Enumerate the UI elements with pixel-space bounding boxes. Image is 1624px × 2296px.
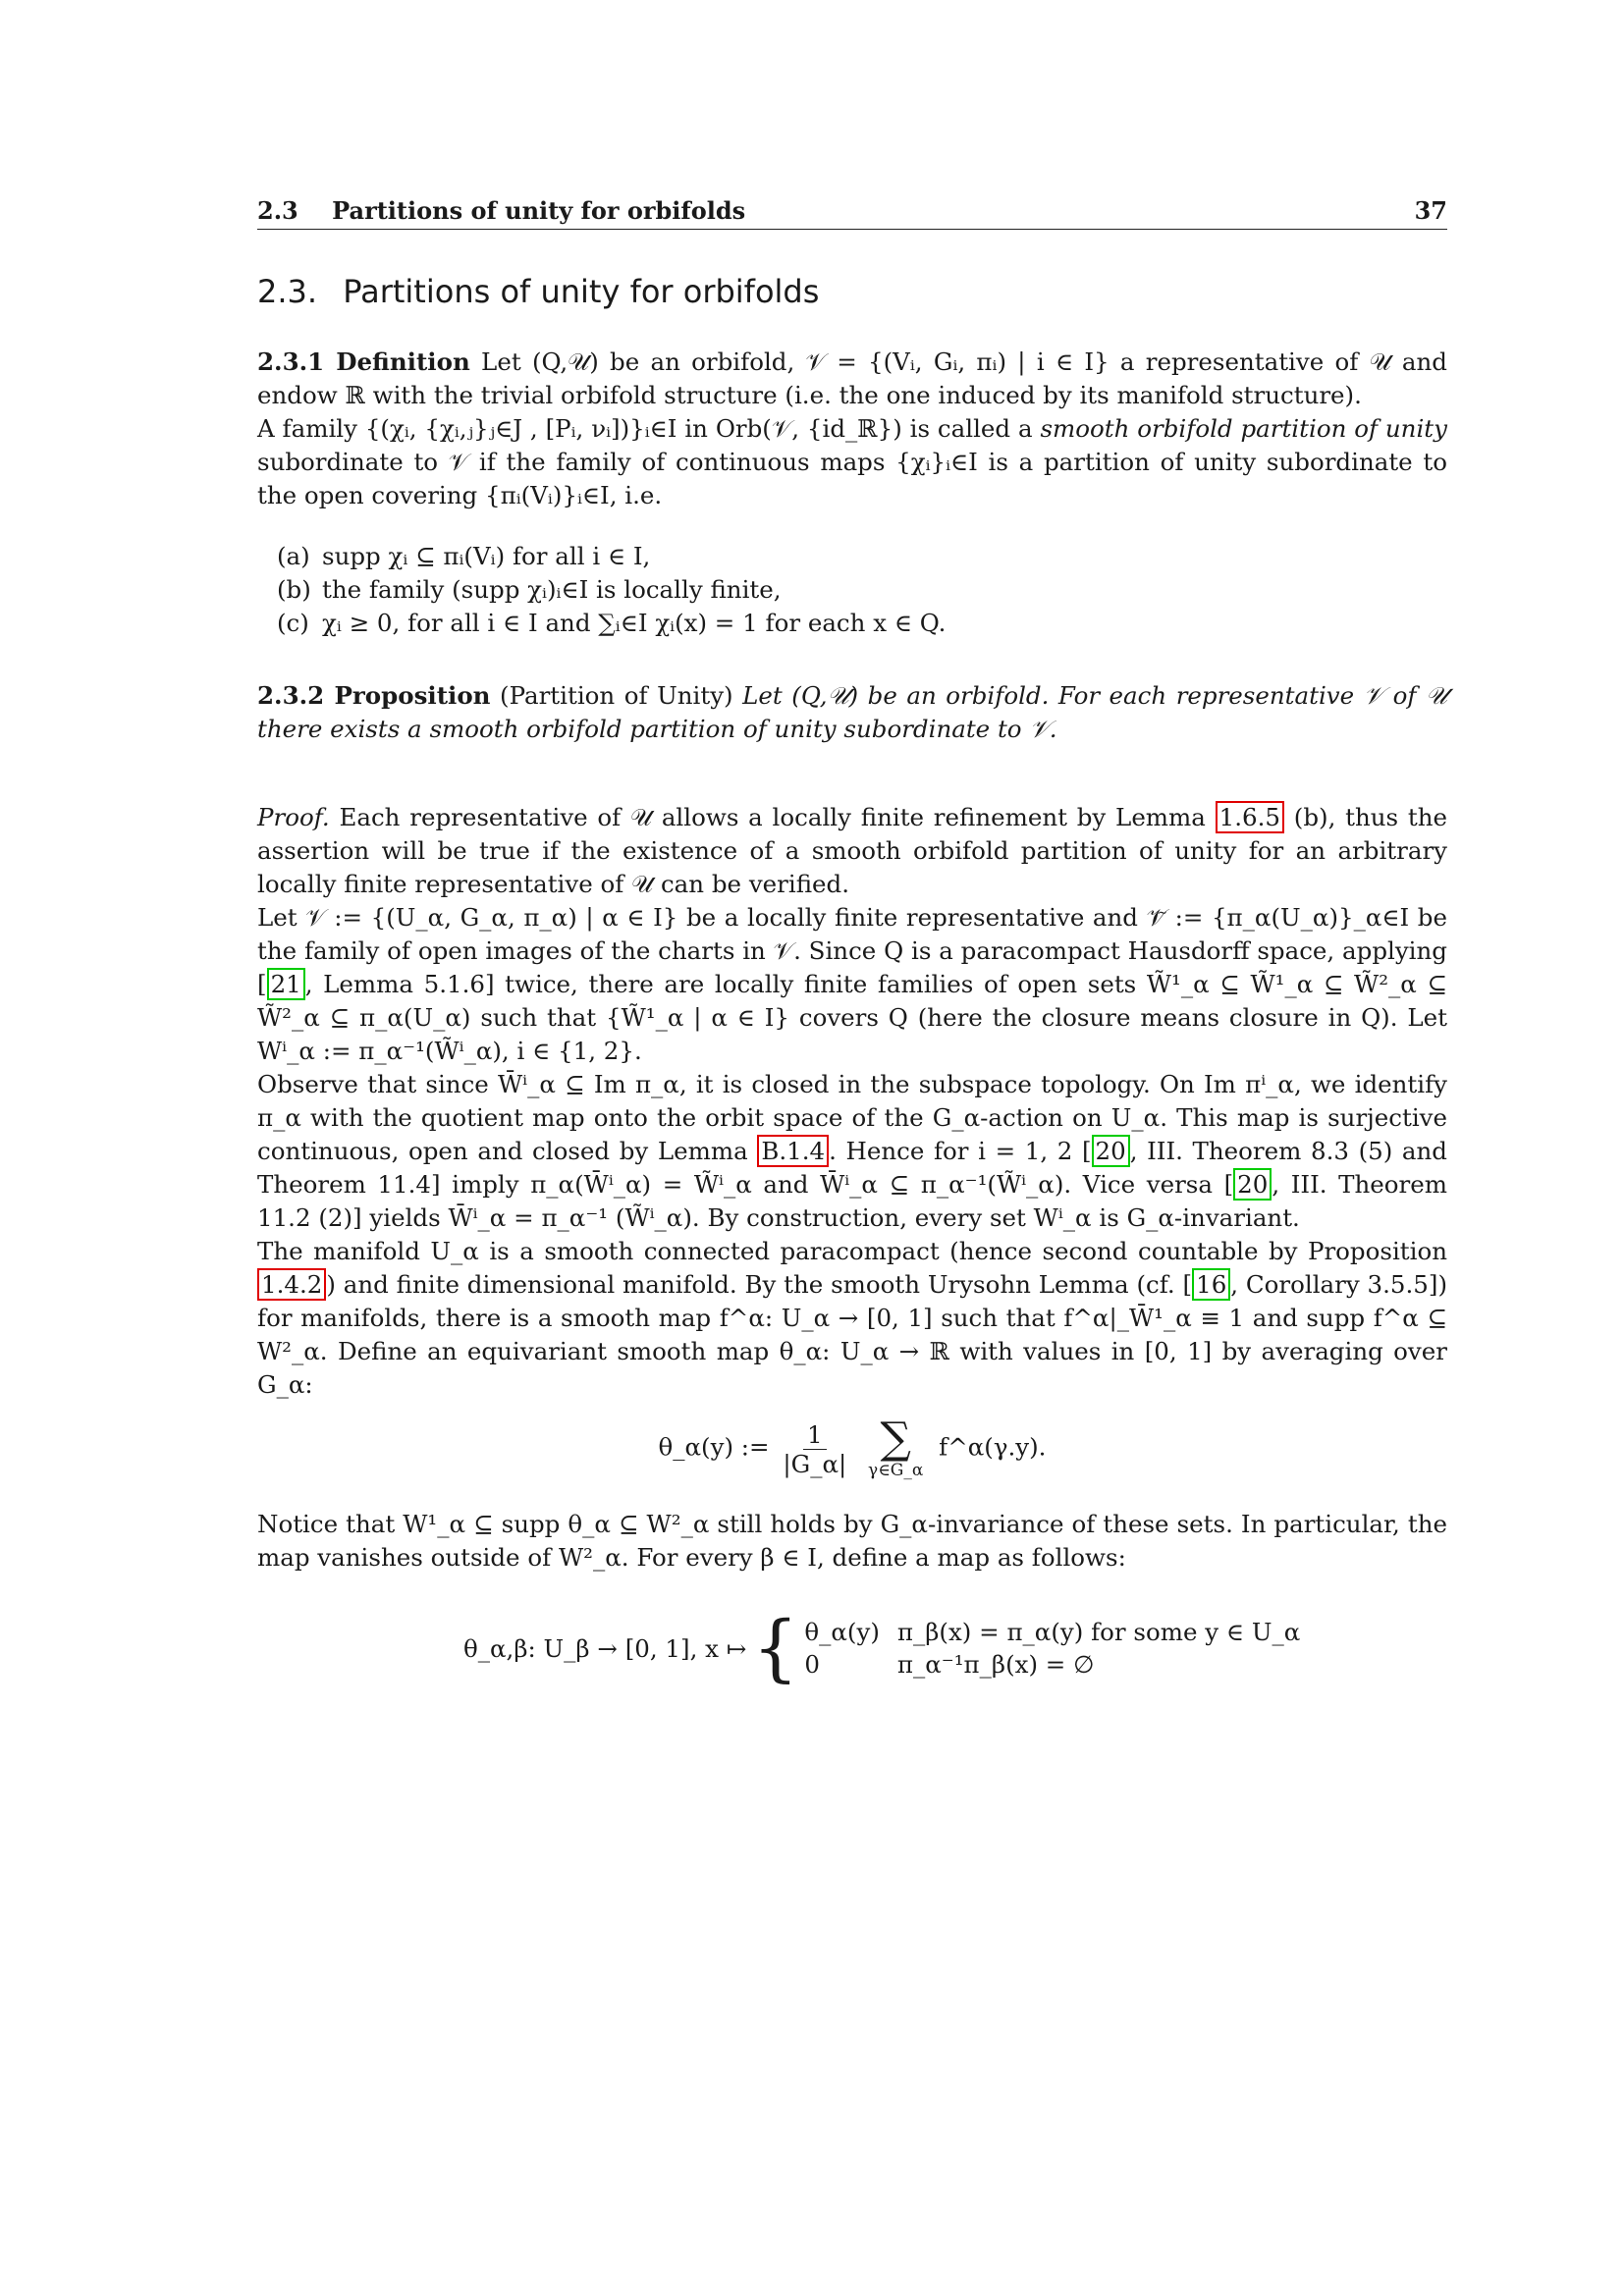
fraction-denominator: |G_α| <box>783 1449 847 1478</box>
section-title: Partitions of unity for orbifolds <box>343 273 820 310</box>
proposition-statement: Let (Q,𝒰) be an orbifold. For each representative 𝒱 of 𝒰 there exists a smooth orbifold partition of unity subordinate to 𝒱. <box>257 681 1447 743</box>
left-brace: { <box>752 1606 799 1690</box>
proof-text: , III. Theorem 8.3 (5) and Theorem 11.4] imply π_α(W̄ⁱ_α) = W̃ⁱ_α and W̄ⁱ_α ⊆ π_α⁻¹(W̃ⁱ_α). Vice versa [ <box>257 1137 1447 1199</box>
equation-piecewise <box>463 1606 1447 1690</box>
sum-subscript: γ∈G_α <box>868 1461 924 1480</box>
proof-text: . Hence for i = 1, 2 [ <box>829 1137 1092 1165</box>
definition-block <box>257 346 1447 640</box>
proposition-paragraph <box>257 679 1447 746</box>
ref-proposition-1-4-2[interactable]: 1.4.2 <box>257 1268 326 1301</box>
case-row <box>804 1648 1318 1681</box>
condition-item <box>277 573 1447 607</box>
condition-label: (c) <box>277 609 309 637</box>
definition-text-1: Let (Q,𝒰) be an orbifold, 𝒱 = {(Vᵢ, Gᵢ, πᵢ) | i ∈ I} a representative of 𝒰 and endow ℝ with the trivial orbifold structure (i.e. the one induced by its manifold structure). <box>257 347 1447 409</box>
case-value: θ_α(y) <box>804 1618 880 1646</box>
section-heading <box>257 273 1447 310</box>
summation <box>868 1414 924 1480</box>
case-value: 0 <box>804 1650 820 1679</box>
ref-lemma-1-6-5[interactable]: 1.6.5 <box>1216 801 1284 833</box>
proof-text: The manifold U_α is a smooth connected paracompact (hence second countable by Proposition <box>257 1237 1447 1265</box>
proof-text: Notice that W¹_α ⊆ supp θ_α ⊆ W²_α still holds by G_α-invariance of these sets. In particular, the map vanishes outside of W²_α. For every β ∈ I, define a map as follows: <box>257 1510 1447 1572</box>
cases <box>746 1606 1318 1690</box>
sum-symbol: ∑ <box>880 1414 911 1464</box>
running-head <box>257 196 1447 230</box>
case-condition: π_α⁻¹π_β(x) = ∅ <box>896 1650 1095 1679</box>
ref-citation-20[interactable]: 20 <box>1092 1135 1130 1167</box>
condition-label: (a) <box>277 542 310 570</box>
proof-block <box>257 801 1448 1690</box>
proof-paragraph-5 <box>257 1508 1447 1575</box>
definition-conditions <box>277 540 1447 640</box>
definition-text-2-start: A family {(χᵢ, {χᵢ,ⱼ}ⱼ∈J , [Pᵢ, νᵢ])}ᵢ∈I in Orb(𝒱, {id_ℝ}) is called a <box>257 414 1033 443</box>
running-head-section-name: Partitions of unity for orbifolds <box>332 196 746 225</box>
equation-averaging <box>257 1414 1447 1480</box>
proof-text: Let 𝒱 := {(U_α, G_α, π_α) | α ∈ I} be a locally finite representative and 𝒱̃ := {π_α(U_α)}_α∈I be the family of open images of the charts in 𝒱. Since Q is a paracompact Hausdorff space, applying [ <box>257 903 1447 998</box>
proof-text: ) and finite dimensional manifold. By the smooth Urysohn Lemma (cf. [ <box>326 1270 1193 1299</box>
definition-label: 2.3.1 Definition <box>257 347 470 376</box>
definition-term: smooth orbifold partition of unity <box>1040 414 1447 443</box>
condition-text: the family (supp χᵢ)ᵢ∈I is locally finite, <box>322 575 782 604</box>
proof-paragraph-1 <box>257 801 1447 901</box>
condition-item <box>277 540 1447 573</box>
section-number: 2.3. <box>257 273 318 310</box>
ref-lemma-b-1-4[interactable]: B.1.4 <box>757 1135 829 1167</box>
proof-text: Observe that since W̄ⁱ_α ⊆ Im π_α, it is closed in the subspace topology. On Im πⁱ_α, we identify π_α with the quotient map onto the orbit space of the G_α-action on U_α. This map is surjective continuous, open and closed by Lemma <box>257 1070 1447 1165</box>
definition-text-2-end: subordinate to 𝒱 if the family of continuous maps {χᵢ}ᵢ∈I is a partition of unity subordinate to the open covering {πᵢ(Vᵢ)}ᵢ∈I, i.e. <box>257 448 1447 509</box>
case-condition: π_β(x) = π_α(y) for some y ∈ U_α <box>896 1618 1301 1646</box>
condition-text: supp χᵢ ⊆ πᵢ(Vᵢ) for all i ∈ I, <box>322 542 651 570</box>
definition-paragraph-1 <box>257 346 1447 412</box>
page-number: 37 <box>1414 196 1447 225</box>
equation-fraction <box>783 1420 846 1478</box>
proof-text: , III. Theorem 11.2 (2)] yields W̄ⁱ_α = π_α⁻¹ (W̃ⁱ_α). By construction, every set Wⁱ_α is G_α-invariant. <box>257 1170 1447 1232</box>
case-row <box>804 1616 1318 1648</box>
proof-paragraph-3 <box>257 1068 1447 1235</box>
proof-text: (b), thus the assertion will be true if the existence of a smooth orbifold partition of unity for an arbitrary locally finite representative of 𝒰 can be verified. <box>257 803 1448 898</box>
condition-item <box>277 607 1447 640</box>
equation-lhs: θ_α,β: U_β → [0, 1], x ↦ <box>463 1633 747 1663</box>
cases-table <box>804 1616 1318 1681</box>
running-head-section-number: 2.3 <box>257 196 298 225</box>
proof-paragraph-2 <box>257 901 1447 1068</box>
page <box>257 196 1448 1690</box>
running-head-title <box>257 196 745 225</box>
proof-label: Proof. <box>257 803 330 831</box>
proof-text: , Lemma 5.1.6] twice, there are locally finite families of open sets W̃¹_α ⊆ W̃¹_α ⊆ W̃²_α ⊆ W̃²_α ⊆ π_α(U_α) such that {W̃¹_α | α ∈ I} covers Q (here the closure means closure in Q). Let Wⁱ_α := π_α⁻¹(W̃ⁱ_α), i ∈ {1, 2}. <box>257 970 1447 1065</box>
ref-citation-20[interactable]: 20 <box>1233 1168 1272 1201</box>
proof-paragraph-4 <box>257 1235 1447 1402</box>
proof-text: , Corollary 3.5.5]) for manifolds, there is a smooth map f^α: U_α → [0, 1] such that f^α|_W̄¹_α ≡ 1 and supp f^α ⊆ W²_α. Define an equivariant smooth map θ_α: U_α → ℝ with values in [0, 1] by averaging over G_α: <box>257 1270 1448 1399</box>
condition-label: (b) <box>277 575 311 604</box>
proposition-name: (Partition of Unity) <box>500 681 733 710</box>
ref-citation-21[interactable]: 21 <box>267 968 305 1000</box>
proof-text: Each representative of 𝒰 allows a locally finite refinement by Lemma <box>339 803 1206 831</box>
equation-lhs: θ_α(y) := <box>658 1432 770 1462</box>
proposition-label: 2.3.2 Proposition <box>257 681 491 710</box>
proposition-block <box>257 679 1447 746</box>
equation-rhs: f^α(γ.y). <box>939 1432 1047 1462</box>
definition-paragraph-2 <box>257 412 1447 512</box>
fraction-numerator: 1 <box>803 1420 827 1450</box>
condition-text: χᵢ ≥ 0, for all i ∈ I and ∑ᵢ∈I χᵢ(x) = 1 for each x ∈ Q. <box>322 609 947 637</box>
ref-citation-16[interactable]: 16 <box>1192 1268 1230 1301</box>
